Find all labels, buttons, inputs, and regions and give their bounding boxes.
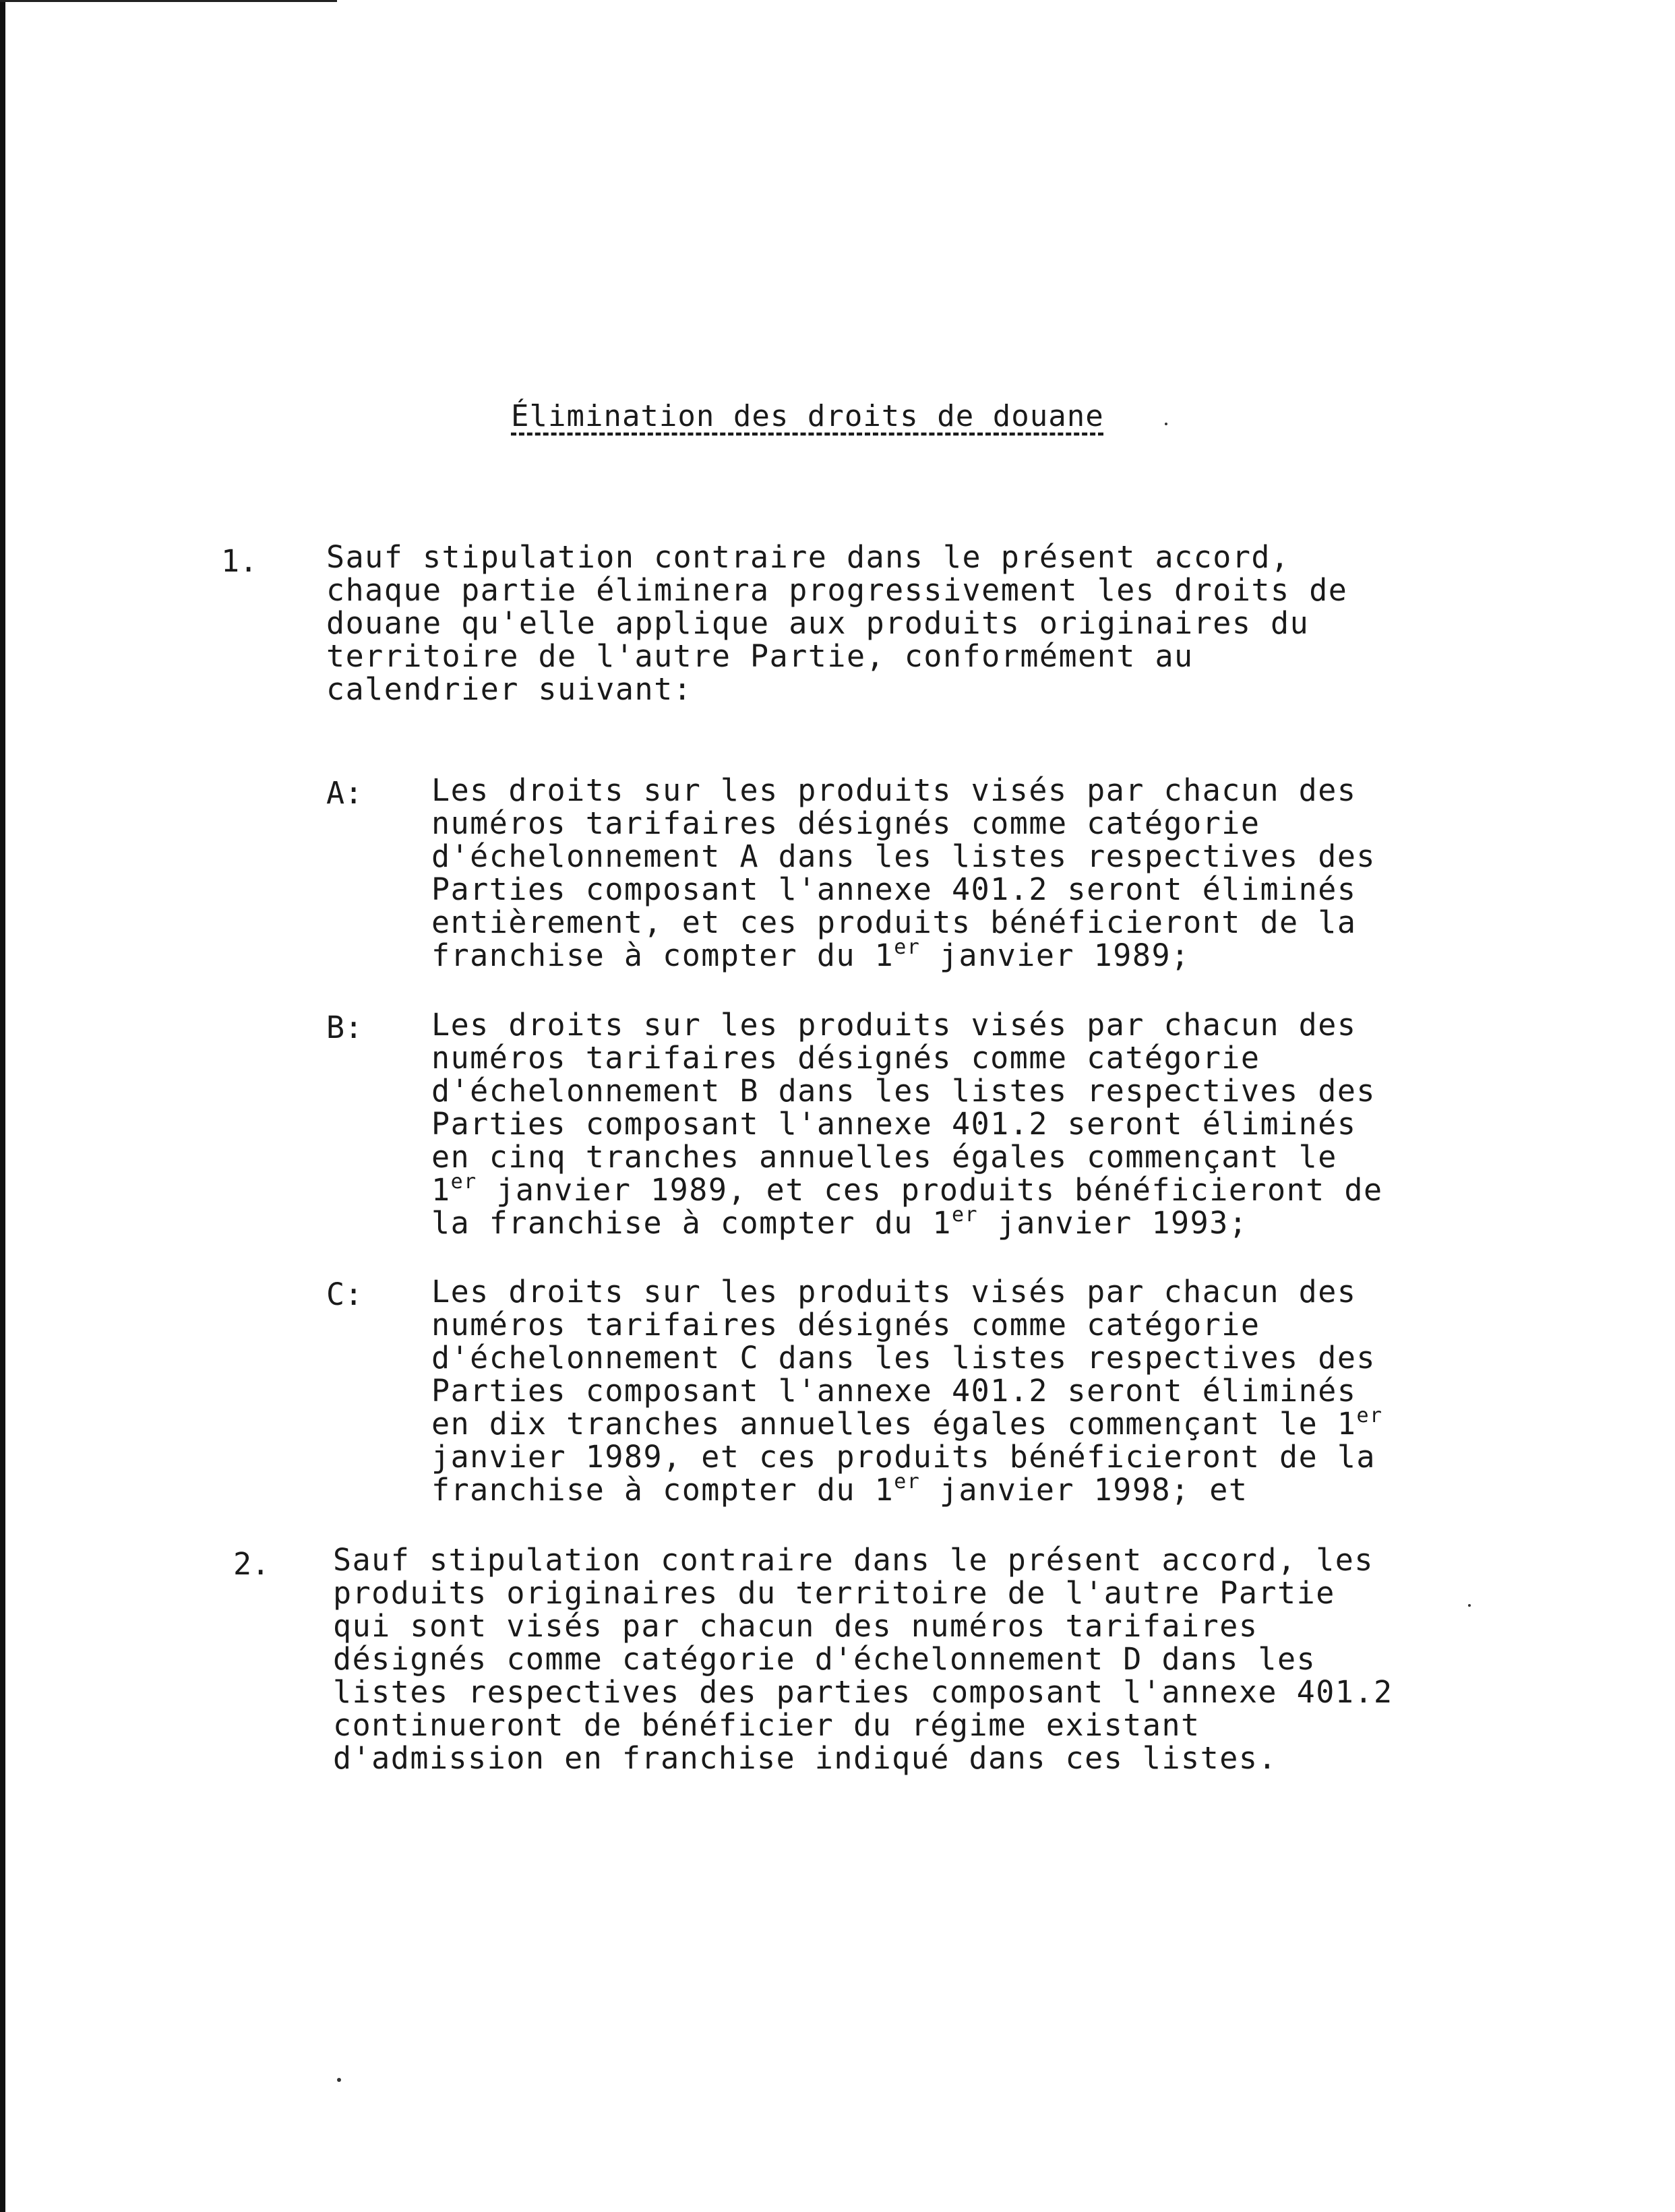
item-b-text: janvier 1993; — [978, 1205, 1248, 1241]
paragraph-1-line: douane qu'elle applique aux produits originaires du — [326, 605, 1310, 641]
item-c-text: en dix tranches annuelles égales commençant le 1 — [431, 1406, 1357, 1442]
paragraph-1-line: calendrier suivant: — [326, 671, 693, 707]
paragraph-2-number: 2. — [233, 1546, 270, 1582]
superscript-er: er — [952, 1203, 979, 1227]
item-a-line: Parties composant l'annexe 401.2 seront éliminés — [431, 871, 1357, 907]
item-c-text: janvier 1998; et — [920, 1472, 1248, 1508]
item-a-label: A: — [326, 775, 363, 811]
item-a-text: janvier 1989; — [920, 938, 1190, 973]
scan-speck — [337, 2078, 341, 2082]
paragraph-2-line: qui sont visés par chacun des numéros tarifaires — [333, 1608, 1258, 1644]
item-b-line: Parties composant l'annexe 401.2 seront éliminés — [431, 1106, 1357, 1142]
page-title: Élimination des droits de douane — [511, 399, 1104, 433]
item-c-line: Parties composant l'annexe 401.2 seront éliminés — [431, 1373, 1357, 1409]
superscript-er: er — [894, 1470, 921, 1494]
paragraph-2-line: produits originaires du territoire de l'autre Partie — [333, 1575, 1335, 1611]
item-c-label: C: — [326, 1277, 363, 1312]
superscript-er: er — [450, 1170, 477, 1194]
paragraph-1-line: Sauf stipulation contraire dans le présent accord, — [326, 539, 1290, 575]
paragraph-2-line: désignés comme catégorie d'échelonnement D dans les — [333, 1641, 1316, 1677]
superscript-er: er — [1356, 1404, 1383, 1427]
item-c-line: numéros tarifaires désignés comme catégorie — [431, 1307, 1260, 1343]
item-b-label: B: — [326, 1010, 363, 1045]
item-c-line — [431, 1404, 1383, 1442]
item-a-line: Les droits sur les produits visés par chacun des — [431, 772, 1357, 808]
paragraph-2-line: Sauf stipulation contraire dans le présent accord, les — [333, 1542, 1374, 1578]
item-b-text: la franchise à compter du 1 — [431, 1205, 952, 1241]
paragraph-1 — [326, 541, 1347, 706]
item-c — [431, 1275, 1383, 1506]
item-b-line: en cinq tranches annuelles égales commençant le — [431, 1139, 1337, 1175]
item-b-line: numéros tarifaires désignés comme catégorie — [431, 1040, 1260, 1076]
scan-edge-top — [0, 0, 337, 2]
item-b-line: d'échelonnement B dans les listes respectives des — [431, 1073, 1376, 1109]
item-a — [431, 774, 1376, 972]
paragraph-1-line: chaque partie éliminera progressivement les droits de — [326, 572, 1348, 608]
paragraph-2-line: d'admission en franchise indiqué dans ces listes. — [333, 1740, 1278, 1776]
item-b-line — [431, 1203, 1383, 1241]
item-c-line: janvier 1989, et ces produits bénéficieront de la — [431, 1439, 1376, 1475]
item-b-line: Les droits sur les produits visés par chacun des — [431, 1007, 1357, 1043]
item-a-line: numéros tarifaires désignés comme catégorie — [431, 805, 1260, 841]
scan-speck — [1468, 1604, 1471, 1607]
paragraph-1-line: territoire de l'autre Partie, conformément au — [326, 638, 1194, 674]
superscript-er: er — [894, 935, 921, 959]
scan-speck — [1165, 423, 1167, 425]
item-c-line — [431, 1470, 1383, 1508]
item-b — [431, 1008, 1383, 1239]
paragraph-2-line: listes respectives des parties composant l'annexe 401.2 — [333, 1674, 1393, 1710]
item-c-line: d'échelonnement C dans les listes respectives des — [431, 1340, 1376, 1376]
item-a-line — [431, 935, 1376, 973]
item-b-text: 1 — [431, 1172, 451, 1208]
paragraph-2-line: continueront de bénéficier du régime existant — [333, 1707, 1200, 1743]
item-a-line: entièrement, et ces produits bénéficieront de la — [431, 904, 1357, 940]
item-c-line: Les droits sur les produits visés par chacun des — [431, 1274, 1357, 1310]
item-a-text: franchise à compter du 1 — [431, 938, 894, 973]
scan-edge — [0, 0, 5, 2212]
item-a-line: d'échelonnement A dans les listes respectives des — [431, 838, 1376, 874]
item-c-text: franchise à compter du 1 — [431, 1472, 894, 1508]
paragraph-1-number: 1. — [221, 543, 258, 579]
item-b-line — [431, 1170, 1383, 1208]
paragraph-2 — [333, 1543, 1393, 1775]
item-b-text: janvier 1989, et ces produits bénéficieront de — [477, 1172, 1383, 1208]
